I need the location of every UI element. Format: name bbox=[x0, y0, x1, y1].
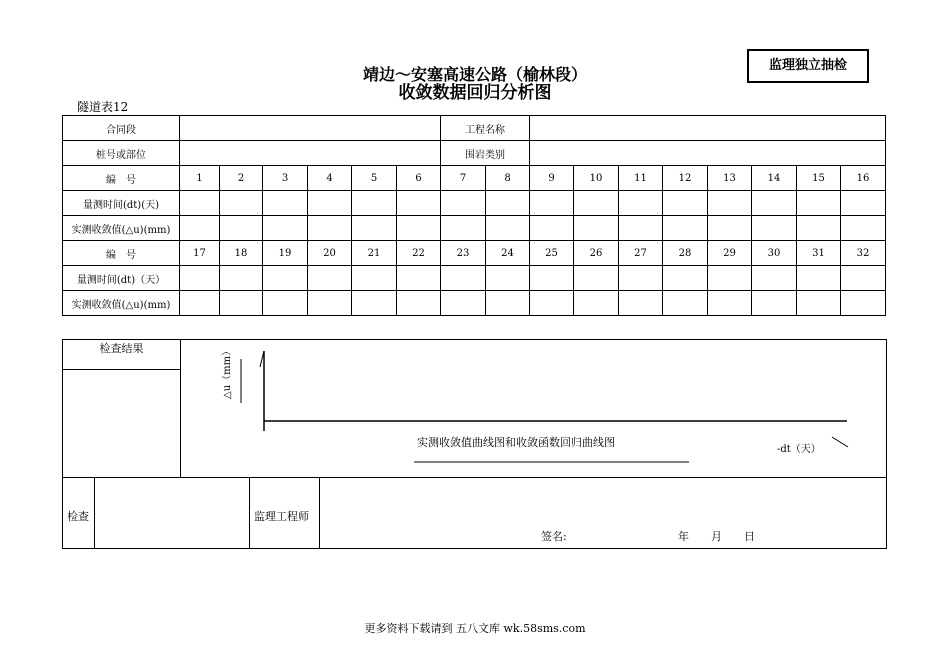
number-cell: 9 bbox=[530, 166, 574, 191]
input-cell[interactable] bbox=[663, 266, 708, 291]
contract-label: 合同段 bbox=[63, 116, 180, 141]
number-cell: 23 bbox=[441, 241, 486, 266]
number-cell: 24 bbox=[486, 241, 530, 266]
number-cell: 28 bbox=[663, 241, 708, 266]
engineer-label: 监理工程师 bbox=[254, 510, 309, 523]
number-cell: 11 bbox=[619, 166, 663, 191]
input-cell[interactable] bbox=[308, 291, 352, 316]
number-cell: 19 bbox=[263, 241, 308, 266]
x-axis-label: -dt（天） bbox=[777, 444, 821, 455]
input-cell[interactable] bbox=[530, 191, 574, 216]
signature-label: 签名: bbox=[541, 530, 567, 543]
check-label: 检查 bbox=[67, 510, 89, 523]
input-cell[interactable] bbox=[397, 266, 441, 291]
input-cell[interactable] bbox=[308, 191, 352, 216]
number-cell: 7 bbox=[441, 166, 486, 191]
input-cell[interactable] bbox=[180, 191, 220, 216]
input-cell[interactable] bbox=[263, 266, 308, 291]
form-number: 隧道表12 bbox=[77, 100, 129, 114]
number-row-2 bbox=[63, 241, 886, 266]
input-cell[interactable] bbox=[180, 216, 220, 241]
input-cell[interactable] bbox=[752, 216, 797, 241]
number-cell: 26 bbox=[574, 241, 619, 266]
value-row-1 bbox=[63, 216, 886, 241]
input-cell[interactable] bbox=[486, 191, 530, 216]
input-cell[interactable] bbox=[574, 266, 619, 291]
number-cell: 17 bbox=[180, 241, 220, 266]
input-cell[interactable] bbox=[220, 266, 263, 291]
rock-value[interactable] bbox=[530, 141, 886, 166]
input-cell[interactable] bbox=[841, 216, 886, 241]
title-line-1: 靖边～安塞高速公路（榆林段） bbox=[362, 65, 587, 84]
input-cell[interactable] bbox=[574, 216, 619, 241]
number-cell: 8 bbox=[486, 166, 530, 191]
input-cell[interactable] bbox=[486, 266, 530, 291]
input-cell[interactable] bbox=[619, 266, 663, 291]
number-label: 编 号 bbox=[63, 166, 180, 191]
number-cell: 1 bbox=[180, 166, 220, 191]
input-cell[interactable] bbox=[263, 291, 308, 316]
number-cell: 13 bbox=[708, 166, 752, 191]
input-cell[interactable] bbox=[486, 291, 530, 316]
time-row-1 bbox=[63, 191, 886, 216]
date-label: 年 月 日 bbox=[678, 530, 755, 543]
station-value[interactable] bbox=[180, 141, 441, 166]
input-cell[interactable] bbox=[752, 291, 797, 316]
number-cell: 22 bbox=[397, 241, 441, 266]
x-axis-arrow bbox=[832, 437, 848, 447]
number-cell: 6 bbox=[397, 166, 441, 191]
input-cell[interactable] bbox=[441, 291, 486, 316]
number-cell: 20 bbox=[308, 241, 352, 266]
input-cell[interactable] bbox=[263, 191, 308, 216]
input-cell[interactable] bbox=[708, 216, 752, 241]
input-cell[interactable] bbox=[352, 266, 397, 291]
number-cell: 18 bbox=[220, 241, 263, 266]
number-cell: 32 bbox=[841, 241, 886, 266]
number-cell: 10 bbox=[574, 166, 619, 191]
number-label: 编 号 bbox=[63, 241, 180, 266]
divider bbox=[94, 478, 95, 548]
input-cell[interactable] bbox=[220, 216, 263, 241]
input-cell[interactable] bbox=[708, 291, 752, 316]
number-row-1 bbox=[63, 166, 886, 191]
divider bbox=[319, 478, 320, 548]
footer-text[interactable]: 更多资料下载请到 五八文库 wk.58sms.com bbox=[364, 622, 586, 635]
divider bbox=[249, 478, 250, 548]
project-value[interactable] bbox=[530, 116, 886, 141]
data-table bbox=[62, 115, 886, 316]
input-cell[interactable] bbox=[663, 216, 708, 241]
number-cell: 30 bbox=[752, 241, 797, 266]
number-cell: 3 bbox=[263, 166, 308, 191]
title-line-2: 收敛数据回归分析图 bbox=[398, 83, 552, 103]
input-cell[interactable] bbox=[397, 191, 441, 216]
number-cell: 31 bbox=[797, 241, 841, 266]
inspection-stamp: 监理独立抽检 bbox=[747, 49, 869, 83]
signature-section bbox=[62, 477, 887, 549]
input-cell[interactable] bbox=[308, 216, 352, 241]
input-cell[interactable] bbox=[841, 191, 886, 216]
input-cell[interactable] bbox=[663, 291, 708, 316]
input-cell[interactable] bbox=[708, 266, 752, 291]
number-cell: 5 bbox=[352, 166, 397, 191]
input-cell[interactable] bbox=[441, 266, 486, 291]
number-cell: 21 bbox=[352, 241, 397, 266]
rock-label: 围岩类别 bbox=[441, 141, 530, 166]
number-cell: 12 bbox=[663, 166, 708, 191]
number-cell: 29 bbox=[708, 241, 752, 266]
input-cell[interactable] bbox=[752, 266, 797, 291]
station-label: 桩号或部位 bbox=[63, 141, 180, 166]
input-cell[interactable] bbox=[841, 291, 886, 316]
time-row-2 bbox=[63, 266, 886, 291]
number-cell: 4 bbox=[308, 166, 352, 191]
value-row-2 bbox=[63, 291, 886, 316]
input-cell[interactable] bbox=[397, 291, 441, 316]
time-label: 量测时间(dt)（天） bbox=[63, 266, 180, 291]
input-cell[interactable] bbox=[220, 191, 263, 216]
input-cell[interactable] bbox=[486, 216, 530, 241]
input-cell[interactable] bbox=[530, 291, 574, 316]
result-label-cell bbox=[63, 340, 180, 370]
input-cell[interactable] bbox=[441, 216, 486, 241]
input-cell[interactable] bbox=[530, 266, 574, 291]
input-cell[interactable] bbox=[797, 266, 841, 291]
number-cell: 25 bbox=[530, 241, 574, 266]
input-cell[interactable] bbox=[708, 191, 752, 216]
input-cell[interactable] bbox=[574, 291, 619, 316]
value-label: 实测收敛值(△u)(mm) bbox=[63, 216, 180, 241]
input-cell[interactable] bbox=[352, 191, 397, 216]
input-cell[interactable] bbox=[797, 216, 841, 241]
input-cell[interactable] bbox=[352, 216, 397, 241]
project-label: 工程名称 bbox=[441, 116, 530, 141]
convergence-chart bbox=[180, 339, 887, 477]
input-cell[interactable] bbox=[752, 191, 797, 216]
input-cell[interactable] bbox=[263, 216, 308, 241]
input-cell[interactable] bbox=[841, 266, 886, 291]
input-cell[interactable] bbox=[619, 191, 663, 216]
chart-caption: 实测收敛值曲线图和收敛函数回归曲线图 bbox=[417, 436, 615, 449]
contract-value[interactable] bbox=[180, 116, 441, 141]
number-cell: 15 bbox=[797, 166, 841, 191]
time-label: 量测时间(dt)(天) bbox=[63, 191, 180, 216]
input-cell[interactable] bbox=[530, 216, 574, 241]
input-cell[interactable] bbox=[308, 266, 352, 291]
number-cell: 2 bbox=[220, 166, 263, 191]
input-cell[interactable] bbox=[180, 291, 220, 316]
result-label: 检查结果 bbox=[99, 342, 144, 355]
input-cell[interactable] bbox=[797, 291, 841, 316]
input-cell[interactable] bbox=[663, 191, 708, 216]
input-cell[interactable] bbox=[619, 216, 663, 241]
value-label: 实测收敛值(△u)(mm) bbox=[63, 291, 180, 316]
y-axis-label: △u（mm） bbox=[222, 345, 233, 399]
input-cell[interactable] bbox=[619, 291, 663, 316]
number-cell: 16 bbox=[841, 166, 886, 191]
input-cell[interactable] bbox=[180, 266, 220, 291]
input-cell[interactable] bbox=[397, 216, 441, 241]
input-cell[interactable] bbox=[797, 191, 841, 216]
input-cell[interactable] bbox=[220, 291, 263, 316]
input-cell[interactable] bbox=[574, 191, 619, 216]
number-cell: 14 bbox=[752, 166, 797, 191]
input-cell[interactable] bbox=[352, 291, 397, 316]
input-cell[interactable] bbox=[441, 191, 486, 216]
number-cell: 27 bbox=[619, 241, 663, 266]
